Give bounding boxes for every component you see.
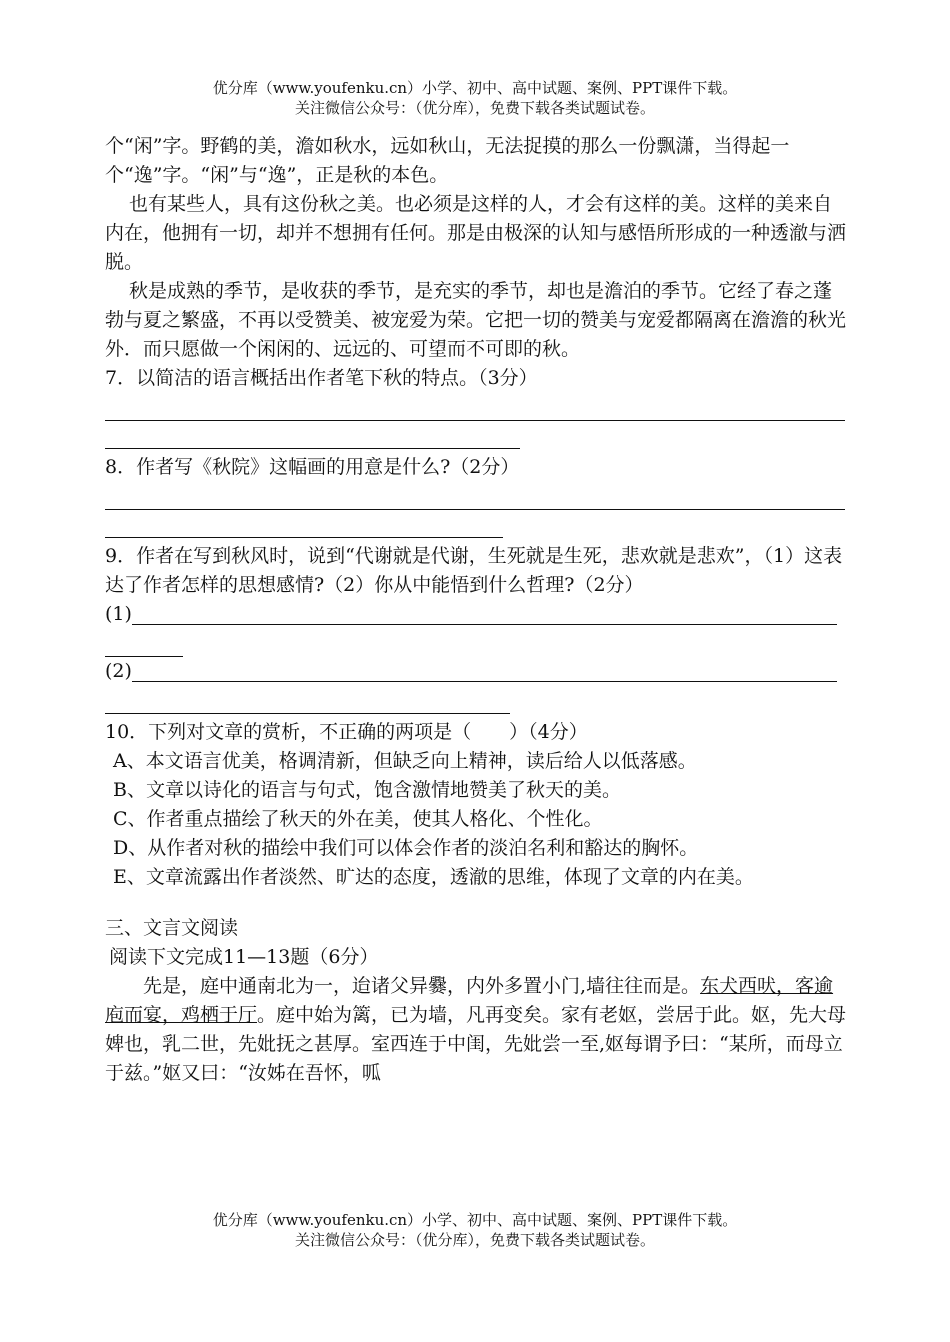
option-e <box>105 863 847 892</box>
answer-label-2: (2) <box>105 660 132 682</box>
question-7: 7．以简洁的语言概括出作者笔下秋的特点。（3分） <box>105 367 538 389</box>
question-10: 10．下列对文章的赏析，不正确的两项是（ ）（4分） <box>105 721 588 743</box>
classical-text <box>105 972 847 1088</box>
header-line-2: 关注微信公众号：（优分库），免费下载各类试题试卷。 <box>294 99 655 117</box>
answer-line-q8-1[interactable] <box>105 482 845 510</box>
option-b: B、文章以诗化的语言与句式，饱含激情地赞美了秋天的美。 <box>113 779 621 801</box>
answer-line-q8-2[interactable] <box>105 510 503 538</box>
passage-paragraph-3: 秋是成熟的季节，是收获的季节，是充实的季节，却也是澹泊的季节。它经了春之蓬勃与夏之繁盛，不再以受赞美、被宠爱为荣。它把一切的赞美与宠爱都隔离在澹澹的秋光外．而只愿做一个闲闲的、远远的、可望而不可即的秋。 <box>105 280 847 360</box>
option-e-text: E、文章流露出作者淡然、旷达的态度，透澈的思维，体现了文章的内在美。 <box>113 866 754 888</box>
footer-line-1: 优分库（www.youfenku.cn）小学、初中、高中试题、案例、PPT课件下载。 <box>212 1211 738 1229</box>
answer-row-q9-2 <box>105 657 847 686</box>
section-3-title: 三、文言文阅读 <box>105 917 239 939</box>
header-line-1: 优分库（www.youfenku.cn）小学、初中、高中试题、案例、PPT课件下载。 <box>212 79 738 97</box>
page-content <box>105 132 847 1088</box>
page-header <box>0 78 950 118</box>
passage-paragraph-2: 也有某些人，具有这份秋之美。也必须是这样的人，才会有这样的美。这样的美来自内在，他拥有一切，却并不想拥有任何。那是由极深的认知与感悟所形成的一种透澈与洒脱。 <box>105 193 847 273</box>
answer-line-q9-1b[interactable] <box>105 629 183 657</box>
answer-line-q9-2[interactable] <box>132 659 837 682</box>
option-d: D、从作者对秋的描绘中我们可以体会作者的淡泊名利和豁达的胸怀。 <box>113 837 699 859</box>
answer-line-q9-1[interactable] <box>132 602 837 625</box>
option-a: A、本文语言优美，格调清新，但缺乏向上精神，读后给人以低落感。 <box>113 750 697 772</box>
answer-label-1: (1) <box>105 603 132 625</box>
answer-line-q9-2b[interactable] <box>105 686 510 714</box>
classical-text-underlined: 东犬西吠，客逾庖而宴，鸡栖于厅 <box>105 975 834 1026</box>
page-footer <box>0 1210 950 1250</box>
answer-line-q7-2[interactable] <box>105 421 520 449</box>
section-3-instruction: 阅读下文完成11—13题（6分） <box>109 946 379 968</box>
classical-text-part-2: 。庭中始为篱，已为墙，凡再变矣。家有老妪，尝居于此。妪，先大母婢也，乳二世，先妣抚之甚厚。室西连于中闺，先妣尝一至,妪每谓予曰：“某所，而母立于兹。”妪又曰：“汝姊在吾怀，呱 <box>105 1004 847 1084</box>
option-c: C、作者重点描绘了秋天的外在美，使其人格化、个性化。 <box>113 808 603 830</box>
answer-row-q9-1 <box>105 600 847 629</box>
classical-text-part-1: 先是，庭中通南北为一，迨诸父异爨，内外多置小门,墙往往而是。 <box>143 975 701 997</box>
question-9: 9．作者在写到秋风时，说到“代谢就是代谢，生死就是生死，悲欢就是悲欢”，（1）这表达了作者怎样的思想感情?（2）你从中能悟到什么哲理?（2分） <box>105 545 843 596</box>
answer-line-q7-1[interactable] <box>105 393 845 421</box>
question-8: 8．作者写《秋院》这幅画的用意是什么?（2分） <box>105 456 520 478</box>
passage-paragraph-1: 个“闲”字。野鹤的美，澹如秋水，远如秋山，无法捉摸的那么一份飘潇，当得起一个“逸”字。“闲”与“逸”，正是秋的本色。 <box>105 135 790 186</box>
footer-line-2: 关注微信公众号：（优分库），免费下载各类试题试卷。 <box>294 1231 655 1249</box>
